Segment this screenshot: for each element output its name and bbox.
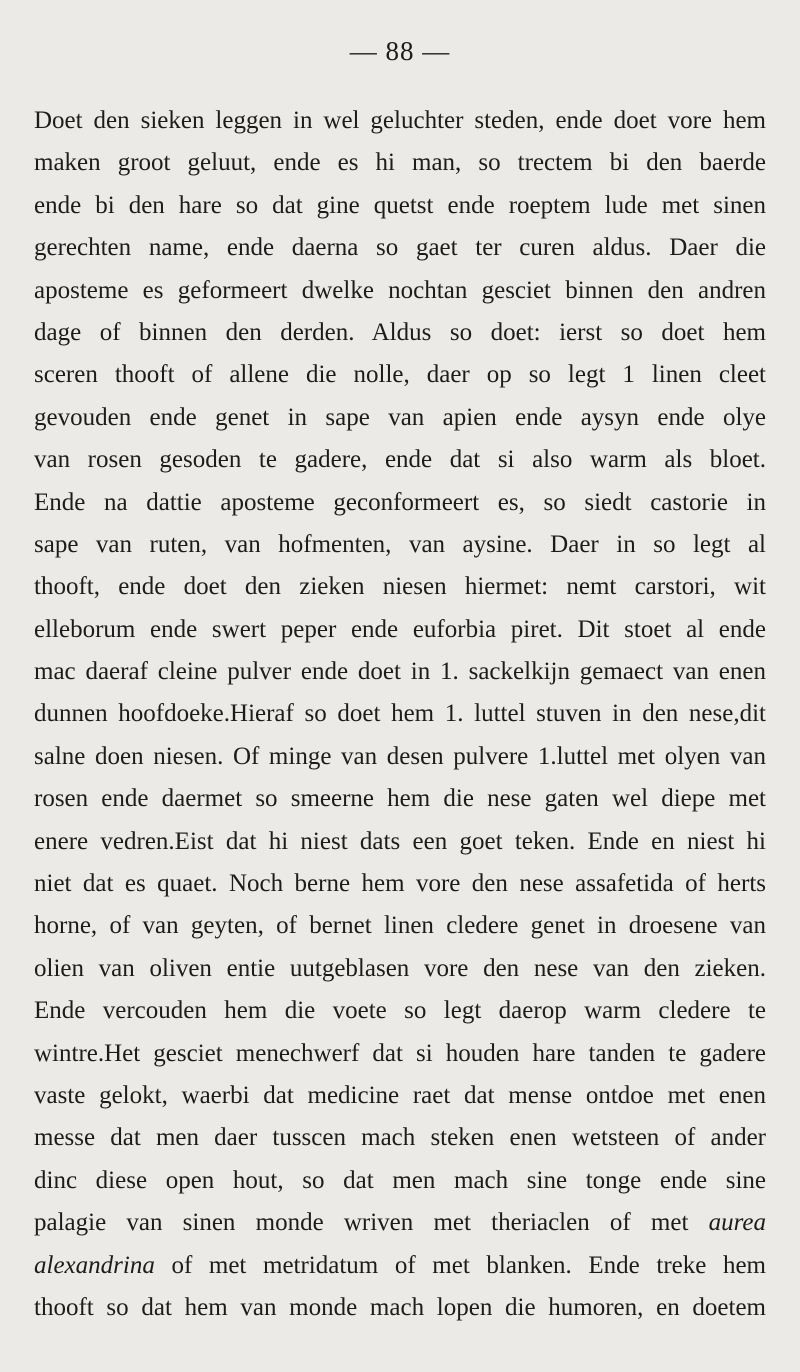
text-line: horne, of van geyten, of bernet linen cledere genet in droesene van xyxy=(34,912,766,940)
text-line: Ende vercouden hem die voete so legt daerop warm cledere te xyxy=(34,997,766,1025)
text-line xyxy=(34,1245,766,1287)
text-line: messe dat men daer tusscen mach steken enen wetsteen of ander xyxy=(34,1124,766,1152)
text-line: ende bi den hare so dat gine quetst ende roeptem lude met sinen xyxy=(34,191,766,219)
text-line: thooft so dat hem van monde mach lopen die humoren, en doetem xyxy=(34,1293,766,1321)
text-line: sceren thooft of allene die nolle, daer op so legt 1 linen cleet xyxy=(34,361,766,389)
text-line: thooft, ende doet den zieken niesen hiermet: nemt carstori, wit xyxy=(34,573,766,601)
text-line: wintre.Het gesciet menechwerf dat si houden hare tanden te gadere xyxy=(34,1039,766,1067)
text-line: dinc diese open hout, so dat men mach sine tonge ende sine xyxy=(34,1166,766,1194)
body-text xyxy=(34,100,766,1329)
text-line: Doet den sieken leggen in wel geluchter steden, ende doet vore hem xyxy=(34,107,766,134)
text-line xyxy=(34,1202,766,1244)
text-line: enere vedren.Eist dat hi niest dats een goet teken. Ende en niest hi xyxy=(34,827,766,855)
text-line: niet dat es quaet. Noch berne hem vore den nese assafetida of herts xyxy=(34,870,766,898)
page-number: — 88 — xyxy=(349,36,451,66)
text-line: dage of binnen den derden. Aldus so doet: ierst so doet hem xyxy=(34,318,766,346)
italic-term: alexandrina xyxy=(34,1251,155,1279)
text-line: gerechten name, ende daerna so gaet ter curen aldus. Daer die xyxy=(34,234,766,262)
text-line: salne doen niesen. Of minge van desen pulvere 1.luttel met olyen van xyxy=(34,742,766,770)
text-line: maken groot geluut, ende es hi man, so trectem bi den baerde xyxy=(34,149,766,177)
text-segment: palagie van sinen monde wriven met theriaclen of met xyxy=(34,1209,689,1237)
text-line: elleborum ende swert peper ende euforbia piret. Dit stoet al ende xyxy=(34,615,766,643)
text-line: rosen ende daermet so smeerne hem die nese gaten wel diepe met xyxy=(34,785,766,813)
italic-term: aurea xyxy=(708,1209,766,1237)
text-line: mac daeraf cleine pulver ende doet in 1. sackelkijn gemaect van enen xyxy=(34,658,766,686)
text-line: aposteme es geformeert dwelke nochtan gesciet binnen den andren xyxy=(34,276,766,304)
text-segment: of met metridatum of met blanken. Ende treke hem xyxy=(171,1251,766,1279)
text-line: sape van ruten, van hofmenten, van aysine. Daer in so legt al xyxy=(34,530,766,558)
text-line: vaste gelokt, waerbi dat medicine raet dat mense ontdoe met enen xyxy=(34,1081,766,1109)
text-line: van rosen gesoden te gadere, ende dat si also warm als bloet. xyxy=(34,446,766,474)
text-line: gevouden ende genet in sape van apien ende aysyn ende olye xyxy=(34,403,766,431)
text-line: dunnen hoofdoeke.Hieraf so doet hem 1. luttel stuven in den nese,dit xyxy=(34,700,766,728)
text-line: olien van oliven entie uutgeblasen vore den nese van den zieken. xyxy=(34,954,766,982)
text-line: Ende na dattie aposteme geconformeert es, so siedt castorie in xyxy=(34,488,766,516)
